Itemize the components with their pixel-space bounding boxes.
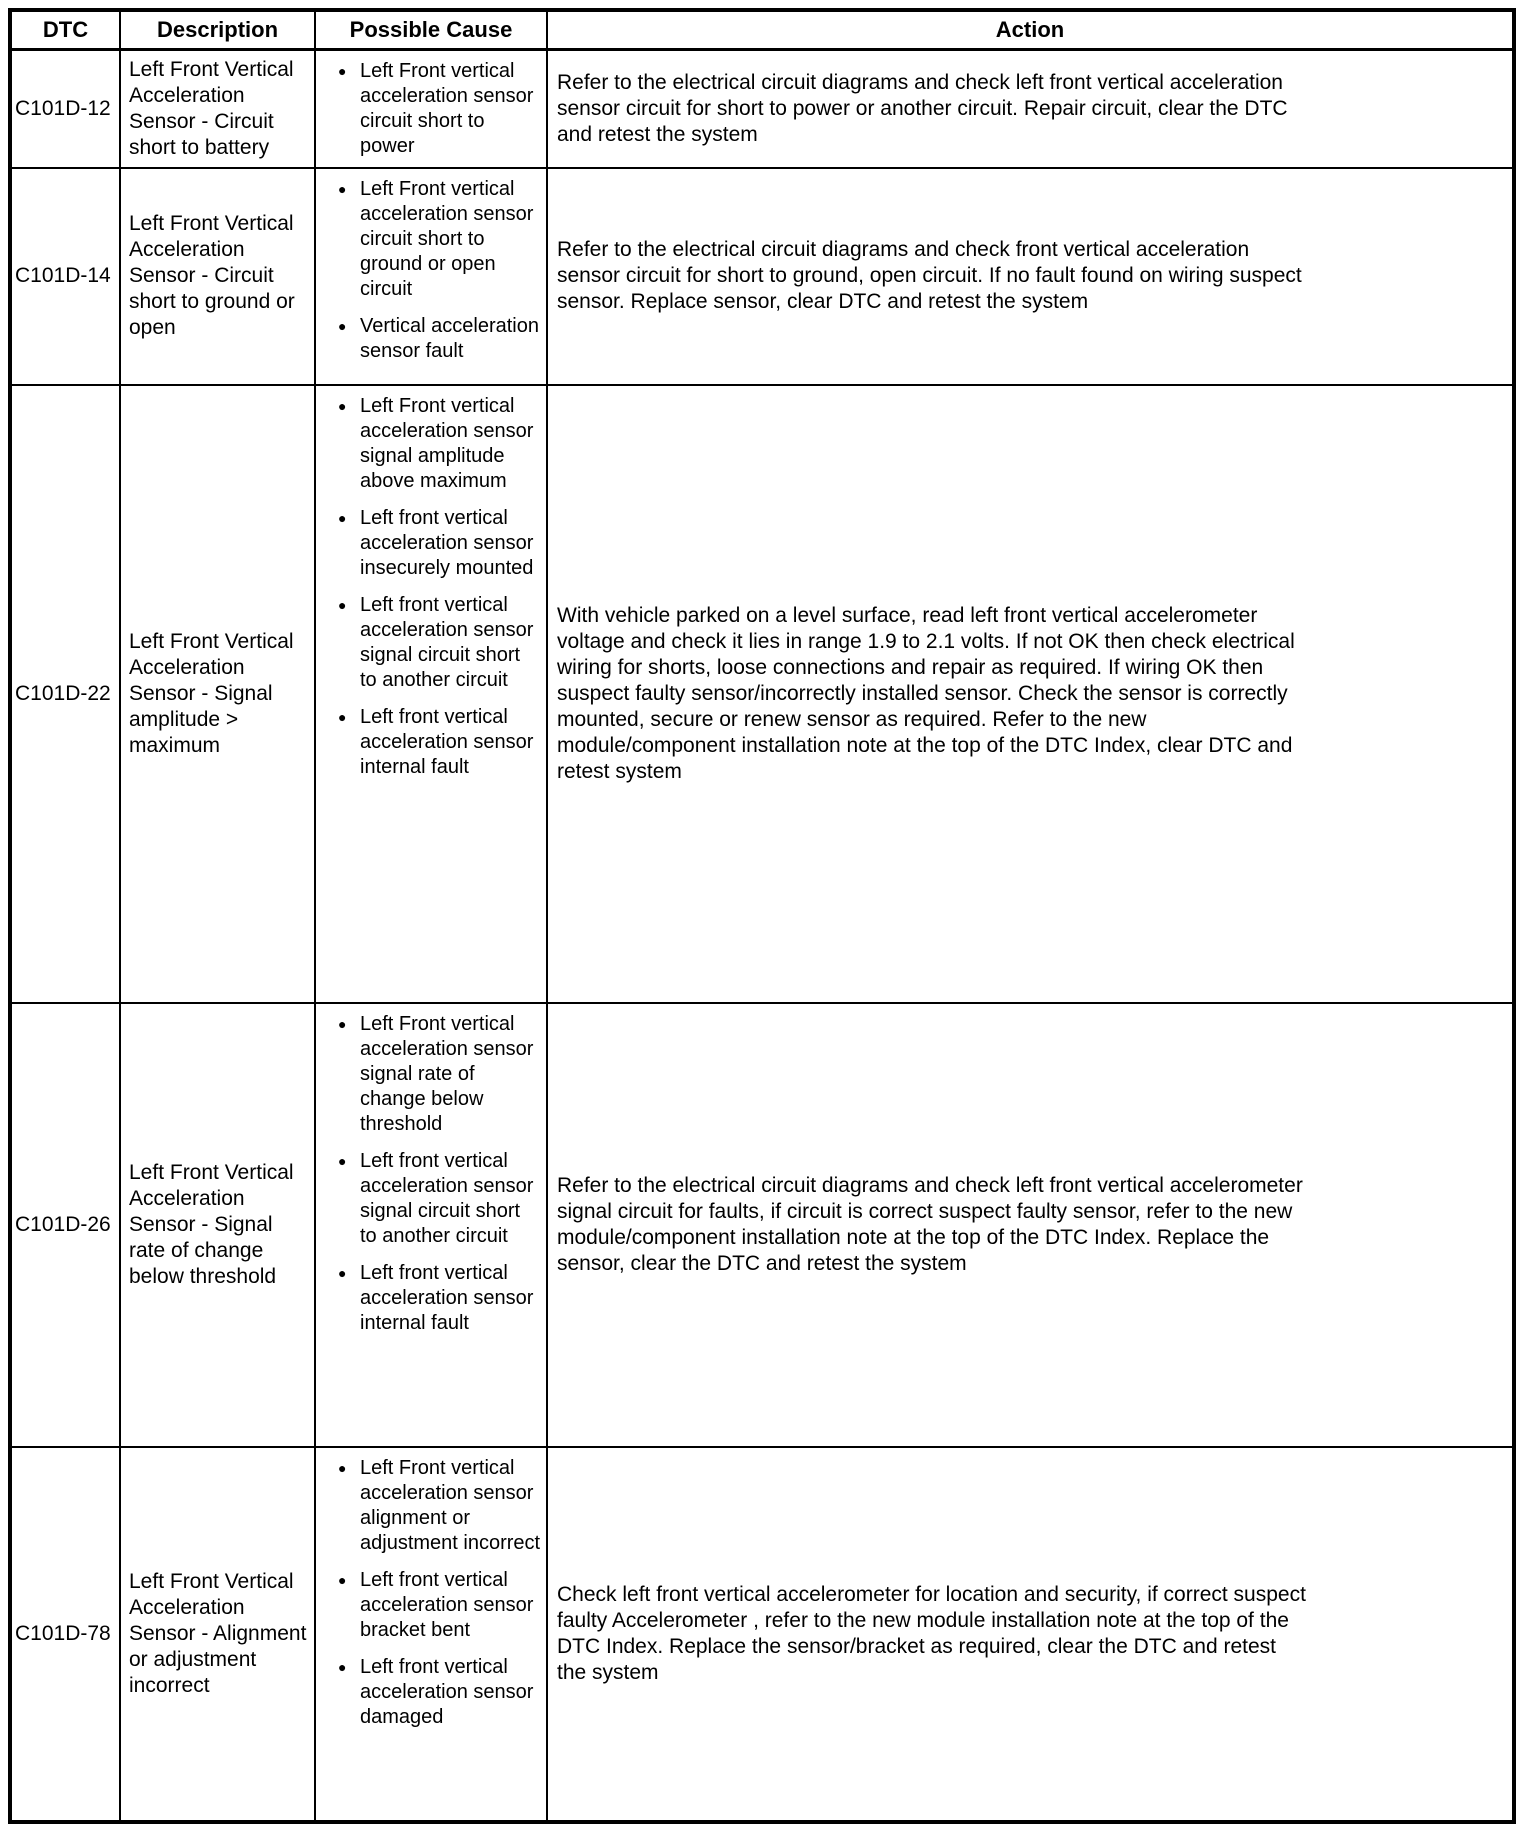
table-row (10, 1003, 1514, 1447)
possible-cause-text: Left front vertical acceleration sensor signal circuit short to another circuit (360, 1149, 534, 1247)
possible-cause-text: Left Front vertical acceleration sensor circuit short to power (360, 60, 534, 157)
dtc-action-cell (547, 385, 1514, 1003)
dtc-action-text: Refer to the electrical circuit diagrams and check front vertical acceleration sensor circuit for short to ground, open circuit. If no fault found on wiring suspect sensor. Replace sensor, clear DTC and retest the system (557, 238, 1302, 313)
dtc-code: C101D-22 (10, 385, 120, 1003)
possible-cause-text: Left front vertical acceleration sensor signal circuit short to another circuit (360, 593, 534, 691)
possible-cause-item (324, 1149, 542, 1249)
dtc-action-cell (547, 1003, 1514, 1447)
possible-cause-item (324, 705, 542, 780)
table-row (10, 385, 1514, 1003)
dtc-action-cell (547, 1447, 1514, 1822)
bullet-icon: ● (338, 317, 347, 334)
dtc-code: C101D-12 (10, 50, 120, 168)
possible-cause-item (324, 1261, 542, 1336)
possible-cause-text: Left Front vertical acceleration sensor signal amplitude above maximum (360, 394, 534, 492)
possible-cause-cell (315, 1447, 547, 1822)
bullet-icon: ● (338, 1152, 347, 1169)
bullet-icon: ● (338, 63, 347, 79)
dtc-action-text: Refer to the electrical circuit diagrams and check left front vertical accelerometer signal circuit for faults, if circuit is correct suspect faulty sensor, refer to the new module/component installation note at the top of the DTC Index. Replace the sensor, clear the DTC and retest the system (557, 1173, 1303, 1275)
possible-cause-text: Left Front vertical acceleration sensor alignment or adjustment incorrect (360, 1456, 541, 1554)
bullet-icon: ● (338, 1015, 347, 1032)
possible-cause-item (324, 506, 542, 581)
dtc-action-text: With vehicle parked on a level surface, read left front vertical accelerometer voltage and check it lies in range 1.9 to 2.1 volts. If not OK then check electrical wiring for shorts, loose connections and repair as required. If wiring OK then suspect faulty sensor/incorrectly installed sensor. Check the sensor is correctly mounted, secure or renew sensor as required. Refer to the new module/component installation note at the top of the DTC Index, clear DTC and retest system (557, 603, 1295, 783)
table-row (10, 1447, 1514, 1822)
bullet-icon: ● (338, 180, 347, 197)
possible-cause-list (324, 59, 542, 159)
dtc-description: Left Front Vertical Acceleration Sensor - Circuit short to ground or open (120, 168, 315, 385)
possible-cause-list (324, 394, 542, 780)
col-header-dtc: DTC (10, 10, 120, 50)
possible-cause-item (324, 394, 542, 494)
possible-cause-item (324, 1568, 542, 1643)
dtc-action-cell (547, 50, 1514, 168)
bullet-icon: ● (338, 708, 347, 725)
possible-cause-item (324, 314, 542, 364)
possible-cause-cell (315, 385, 547, 1003)
col-header-possible-cause: Possible Cause (315, 10, 547, 50)
possible-cause-item (324, 1655, 542, 1730)
dtc-description: Left Front Vertical Acceleration Sensor - Alignment or adjustment incorrect (120, 1447, 315, 1822)
dtc-index-table (8, 8, 1516, 1824)
dtc-action-cell (547, 168, 1514, 385)
bullet-icon: ● (338, 397, 347, 414)
dtc-description: Left Front Vertical Acceleration Sensor - Circuit short to battery (120, 50, 315, 168)
possible-cause-item (324, 593, 542, 693)
possible-cause-text: Left front vertical acceleration sensor bracket bent (360, 1568, 534, 1641)
possible-cause-text: Vertical acceleration sensor fault (360, 314, 539, 362)
possible-cause-list (324, 1456, 542, 1730)
table-row (10, 168, 1514, 385)
possible-cause-item (324, 59, 542, 159)
possible-cause-list (324, 177, 542, 364)
header-row (10, 10, 1514, 50)
possible-cause-text: Left front vertical acceleration sensor internal fault (360, 705, 534, 778)
dtc-description: Left Front Vertical Acceleration Sensor - Signal rate of change below threshold (120, 1003, 315, 1447)
bullet-icon: ● (338, 1658, 347, 1675)
bullet-icon: ● (338, 1264, 347, 1281)
bullet-icon: ● (338, 596, 347, 613)
table-row (10, 50, 1514, 168)
possible-cause-cell (315, 50, 547, 168)
dtc-action-text: Refer to the electrical circuit diagrams and check left front vertical acceleration sensor circuit for short to power or another circuit. Repair circuit, clear the DTC and retest the system (557, 70, 1288, 146)
dtc-code: C101D-14 (10, 168, 120, 385)
possible-cause-item (324, 177, 542, 302)
possible-cause-text: Left front vertical acceleration sensor insecurely mounted (360, 506, 534, 579)
col-header-action: Action (547, 10, 1514, 50)
dtc-code: C101D-26 (10, 1003, 120, 1447)
possible-cause-item (324, 1012, 542, 1137)
possible-cause-list (324, 1012, 542, 1336)
possible-cause-cell (315, 168, 547, 385)
dtc-code: C101D-78 (10, 1447, 120, 1822)
possible-cause-text: Left front vertical acceleration sensor internal fault (360, 1261, 534, 1334)
dtc-action-text: Check left front vertical accelerometer for location and security, if correct suspect faulty Accelerometer , refer to the new module installation note at the top of the DTC Index. Replace the sensor/bracket as required, clear the DTC and retest the system (557, 1582, 1306, 1684)
dtc-description: Left Front Vertical Acceleration Sensor - Signal amplitude > maximum (120, 385, 315, 1003)
bullet-icon: ● (338, 1571, 347, 1588)
possible-cause-text: Left Front vertical acceleration sensor signal rate of change below threshold (360, 1012, 534, 1135)
bullet-icon: ● (338, 1459, 347, 1476)
possible-cause-item (324, 1456, 542, 1556)
col-header-description: Description (120, 10, 315, 50)
bullet-icon: ● (338, 509, 347, 526)
possible-cause-text: Left Front vertical acceleration sensor circuit short to ground or open circuit (360, 177, 534, 300)
possible-cause-text: Left front vertical acceleration sensor damaged (360, 1655, 534, 1728)
possible-cause-cell (315, 1003, 547, 1447)
